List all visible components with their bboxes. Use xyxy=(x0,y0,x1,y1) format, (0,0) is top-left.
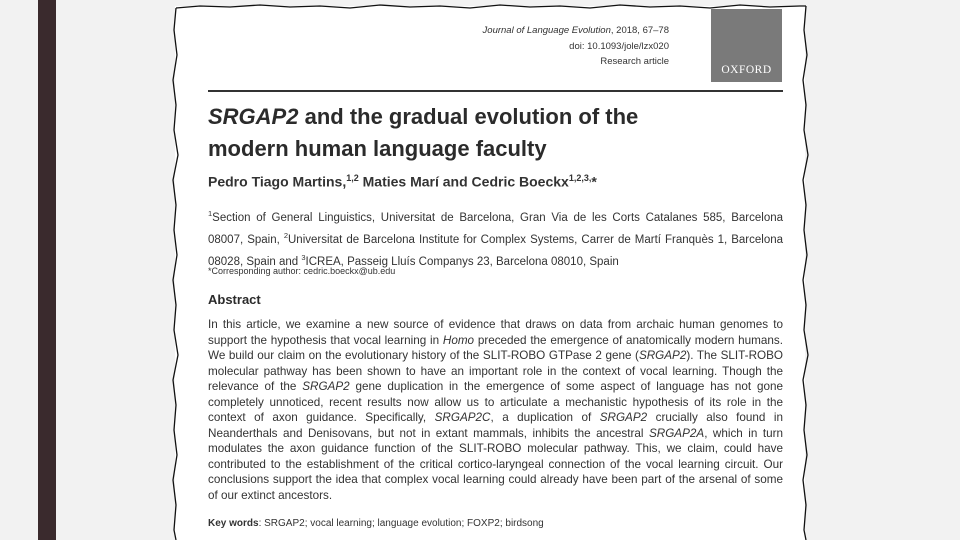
abstract-italic-2: SRGAP2 xyxy=(638,349,687,362)
corresponding-star: * xyxy=(591,173,597,190)
abstract-italic-6: SRGAP2A xyxy=(648,426,705,440)
journal-doi: doi: 10.1093/jole/lzx020 xyxy=(569,40,669,52)
abstract-text-1: In this article, we examine a new source of evidence that draws on data from archaic human genomes to support the hypothesis that vocal learning in xyxy=(208,318,783,347)
title-line1: and the gradual evolution of the xyxy=(298,104,639,129)
abstract-italic-5: SRGAP2 xyxy=(599,411,648,424)
oxford-logo-text: OXFORD xyxy=(721,64,772,76)
article-type: Research article xyxy=(600,56,669,67)
abstract-text-4: gene duplication in the emergence of some aspect of language has not gone completely unnoticed, recent results now allow us to articulate a mechanistic hypothesis of its role in the context of axon guidance. Specifically, xyxy=(208,380,783,424)
journal-year-pages: , 2018, 67–78 xyxy=(610,25,669,36)
author-3-affil: 1,2,3, xyxy=(568,173,592,183)
author-list xyxy=(208,173,597,190)
abstract-heading: Abstract xyxy=(208,292,261,307)
abstract-text-2: preceded the emergence of anatomically modern humans. We build our claim on the evolutionary history of the SLIT-ROBO GTPase 2 gene ( xyxy=(208,333,783,362)
title-line2: modern human language faculty xyxy=(208,136,547,161)
corresponding-author: *Corresponding author: cedric.boeckx@ub.edu xyxy=(208,266,396,276)
affil-2-marker: 2 xyxy=(283,230,288,240)
abstract-text-5: , a duplication of xyxy=(490,411,600,424)
abstract-text-7: , which in turn modulates the axon guidance function of the SLIT-ROBO molecular pathway. This, we claim, could have contributed to the establishment of the critical cortico-laryngeal connection of the vocal learning circuit. Our conclusions support the idea that complex vocal learning could already have been part of the arsenal of some of our extinct ancestors. xyxy=(208,426,784,502)
paper-clipping xyxy=(175,6,805,540)
affil-3: ICREA, Passeig Lluís Companys 23, Barcelona 08010, Spain xyxy=(305,255,619,268)
header-rule xyxy=(208,90,783,92)
affil-2: Universitat de Barcelona Institute for Complex Systems, Carrer de Martí Franquès 1, Barcelona 08028, Spain and xyxy=(208,233,784,268)
abstract-text-3: ). The SLIT-ROBO molecular pathway has been shown to have an important role in the context of vocal learning. Though the relevance of the xyxy=(208,349,783,393)
journal-name: Journal of Language Evolution xyxy=(482,25,611,36)
journal-citation xyxy=(369,23,669,39)
keywords-text: : SRGAP2; vocal learning; language evolution; FOXP2; birdsong xyxy=(258,518,544,529)
abstract-text-6: crucially also found in Neanderthals and Denisovans, but not in extant mammals, inhibits the ancestral xyxy=(208,411,783,440)
abstract-italic-4: SRGAP2C xyxy=(434,411,491,424)
title-gene: SRGAP2 xyxy=(208,104,299,129)
abstract-italic-3: SRGAP2 xyxy=(302,380,350,393)
keywords-label: Key words xyxy=(208,518,259,529)
oxford-logo xyxy=(711,9,782,82)
affil-1: Section of General Linguistics, Universitat de Barcelona, Gran Via de les Corts Catalanes 585, Barcelona 08007, Spain, xyxy=(208,211,783,246)
journal-header xyxy=(369,23,669,70)
affiliations xyxy=(208,205,783,270)
author-1: Pedro Tiago Martins, xyxy=(208,173,347,190)
slide-left-bar xyxy=(38,0,56,540)
author-1-affil: 1,2 xyxy=(346,173,359,183)
article-title xyxy=(208,101,783,165)
abstract-body xyxy=(208,317,783,503)
author-2-3: Maties Marí and Cedric Boeckx xyxy=(358,173,569,190)
affil-1-marker: 1 xyxy=(208,209,213,218)
abstract-italic-1: Homo xyxy=(442,333,475,347)
keywords xyxy=(208,518,544,529)
affil-3-marker: 3 xyxy=(301,252,306,262)
